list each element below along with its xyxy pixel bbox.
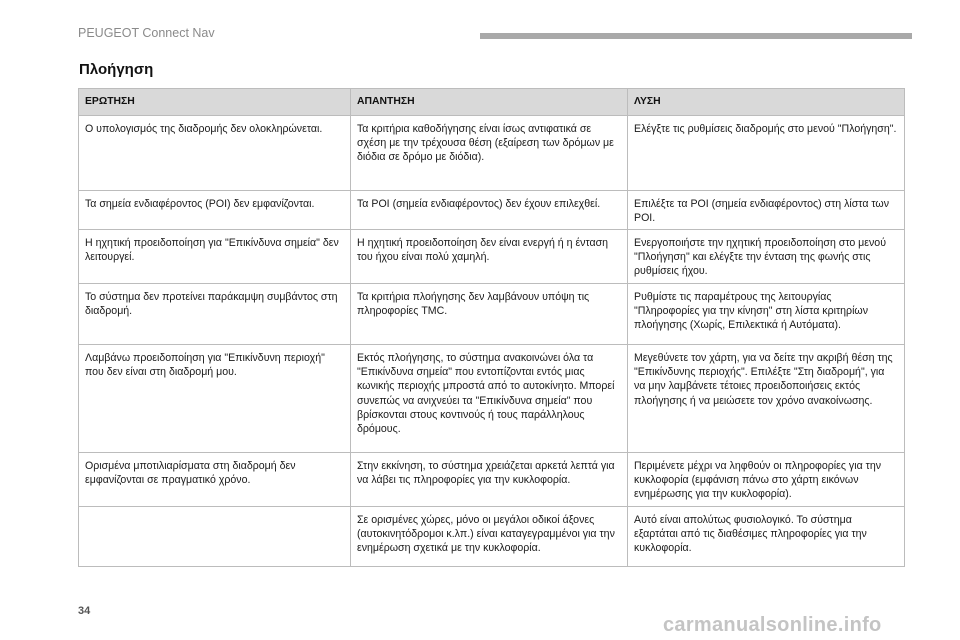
answer-cell: Τα POI (σημεία ενδιαφέροντος) δεν έχουν επιλεχθεί. [351,191,628,230]
answer-cell: Η ηχητική προειδοποίηση δεν είναι ενεργή ή η ένταση του ήχου είναι πολύ χαμηλή. [351,230,628,284]
table-row [79,345,905,453]
answer-cell: Τα κριτήρια πλοήγησης δεν λαμβάνουν υπόψη τις πληροφορίες TMC. [351,284,628,345]
table-row [79,116,905,191]
table-row [79,507,905,567]
question-cell: Λαμβάνω προειδοποίηση για "Επικίνδυνη περιοχή" που δεν είναι στη διαδρομή μου. [79,345,351,453]
answer-cell: Σε ορισμένες χώρες, μόνο οι μεγάλοι οδικοί άξονες (αυτοκινητόδρομοι κ.λπ.) είναι καταγεγραμμένοι για την ενημέρωση σχετικά με την κυκλοφορία. [351,507,628,567]
answer-cell: Εκτός πλοήγησης, το σύστημα ανακοινώνει όλα τα "Επικίνδυνα σημεία" που εντοπίζονται εντός μιας κωνικής περιοχής μπροστά από το αυτοκίνητο. Μπορεί συνεπώς να ανιχνεύει τα "Επικίνδυνα σημεία" που βρίσκονται στους κοντινούς ή τους παράλληλους δρόμους. [351,345,628,453]
page-number: 34 [78,605,91,617]
table-row [79,191,905,230]
solution-cell: Ελέγξτε τις ρυθμίσεις διαδρομής στο μενού "Πλοήγηση". [628,116,905,191]
column-header-question: ΕΡΩΤΗΣΗ [79,89,351,116]
troubleshooting-table [78,88,905,567]
column-header-answer: ΑΠΑΝΤΗΣΗ [351,89,628,116]
answer-cell: Στην εκκίνηση, το σύστημα χρειάζεται αρκετά λεπτά για να λάβει τις πληροφορίες για την κυκλοφορία. [351,453,628,507]
solution-cell: Μεγεθύνετε τον χάρτη, για να δείτε την ακριβή θέση της "Επικίνδυνης περιοχής". Επιλέξτε "Στη διαδρομή", για να μην λαμβάνετε τέτοιες προειδοποιήσεις εκτός πλοήγησης ή να μειώσετε τον χρόνο ανακοίνωσης. [628,345,905,453]
watermark: carmanualsonline.info [663,614,882,636]
table-row [79,230,905,284]
answer-cell: Τα κριτήρια καθοδήγησης είναι ίσως αντιφατικά σε σχέση με την τρέχουσα θέση (εξαίρεση των δρόμων με διόδια σε δρόμο με διόδια). [351,116,628,191]
table-row [79,453,905,507]
manual-header-title: PEUGEOT Connect Nav [78,26,215,40]
solution-cell: Περιμένετε μέχρι να ληφθούν οι πληροφορίες για την κυκλοφορία (εμφάνιση πάνω στο χάρτη εικόνων ενημέρωσης για την κυκλοφορία). [628,453,905,507]
question-cell: Τα σημεία ενδιαφέροντος (POI) δεν εμφανίζονται. [79,191,351,230]
header-divider-bar [480,33,912,39]
solution-cell: Ενεργοποιήστε την ηχητική προειδοποίηση στο μενού "Πλοήγηση" και ελέγξτε την ένταση της φωνής στις ρυθμίσεις ήχου. [628,230,905,284]
question-cell: Το σύστημα δεν προτείνει παράκαμψη συμβάντος στη διαδρομή. [79,284,351,345]
question-cell: Ορισμένα μποτιλιαρίσματα στη διαδρομή δεν εμφανίζονται σε πραγματικό χρόνο. [79,453,351,507]
question-cell [79,507,351,567]
solution-cell: Αυτό είναι απολύτως φυσιολογικό. Το σύστημα εξαρτάται από τις διαθέσιμες πληροφορίες για την κυκλοφορία. [628,507,905,567]
table-header-row [79,89,905,116]
question-cell: Η ηχητική προειδοποίηση για "Επικίνδυνα σημεία" δεν λειτουργεί. [79,230,351,284]
section-title: Πλοήγηση [79,61,154,78]
table-row [79,284,905,345]
question-cell: Ο υπολογισμός της διαδρομής δεν ολοκληρώνεται. [79,116,351,191]
solution-cell: Επιλέξτε τα POI (σημεία ενδιαφέροντος) στη λίστα των POI. [628,191,905,230]
solution-cell: Ρυθμίστε τις παραμέτρους της λειτουργίας "Πληροφορίες για την κίνηση" στη λίστα κριτηρίων πλοήγησης (Χωρίς, Επιλεκτικά ή Αυτόματα). [628,284,905,345]
column-header-solution: ΛΥΣΗ [628,89,905,116]
